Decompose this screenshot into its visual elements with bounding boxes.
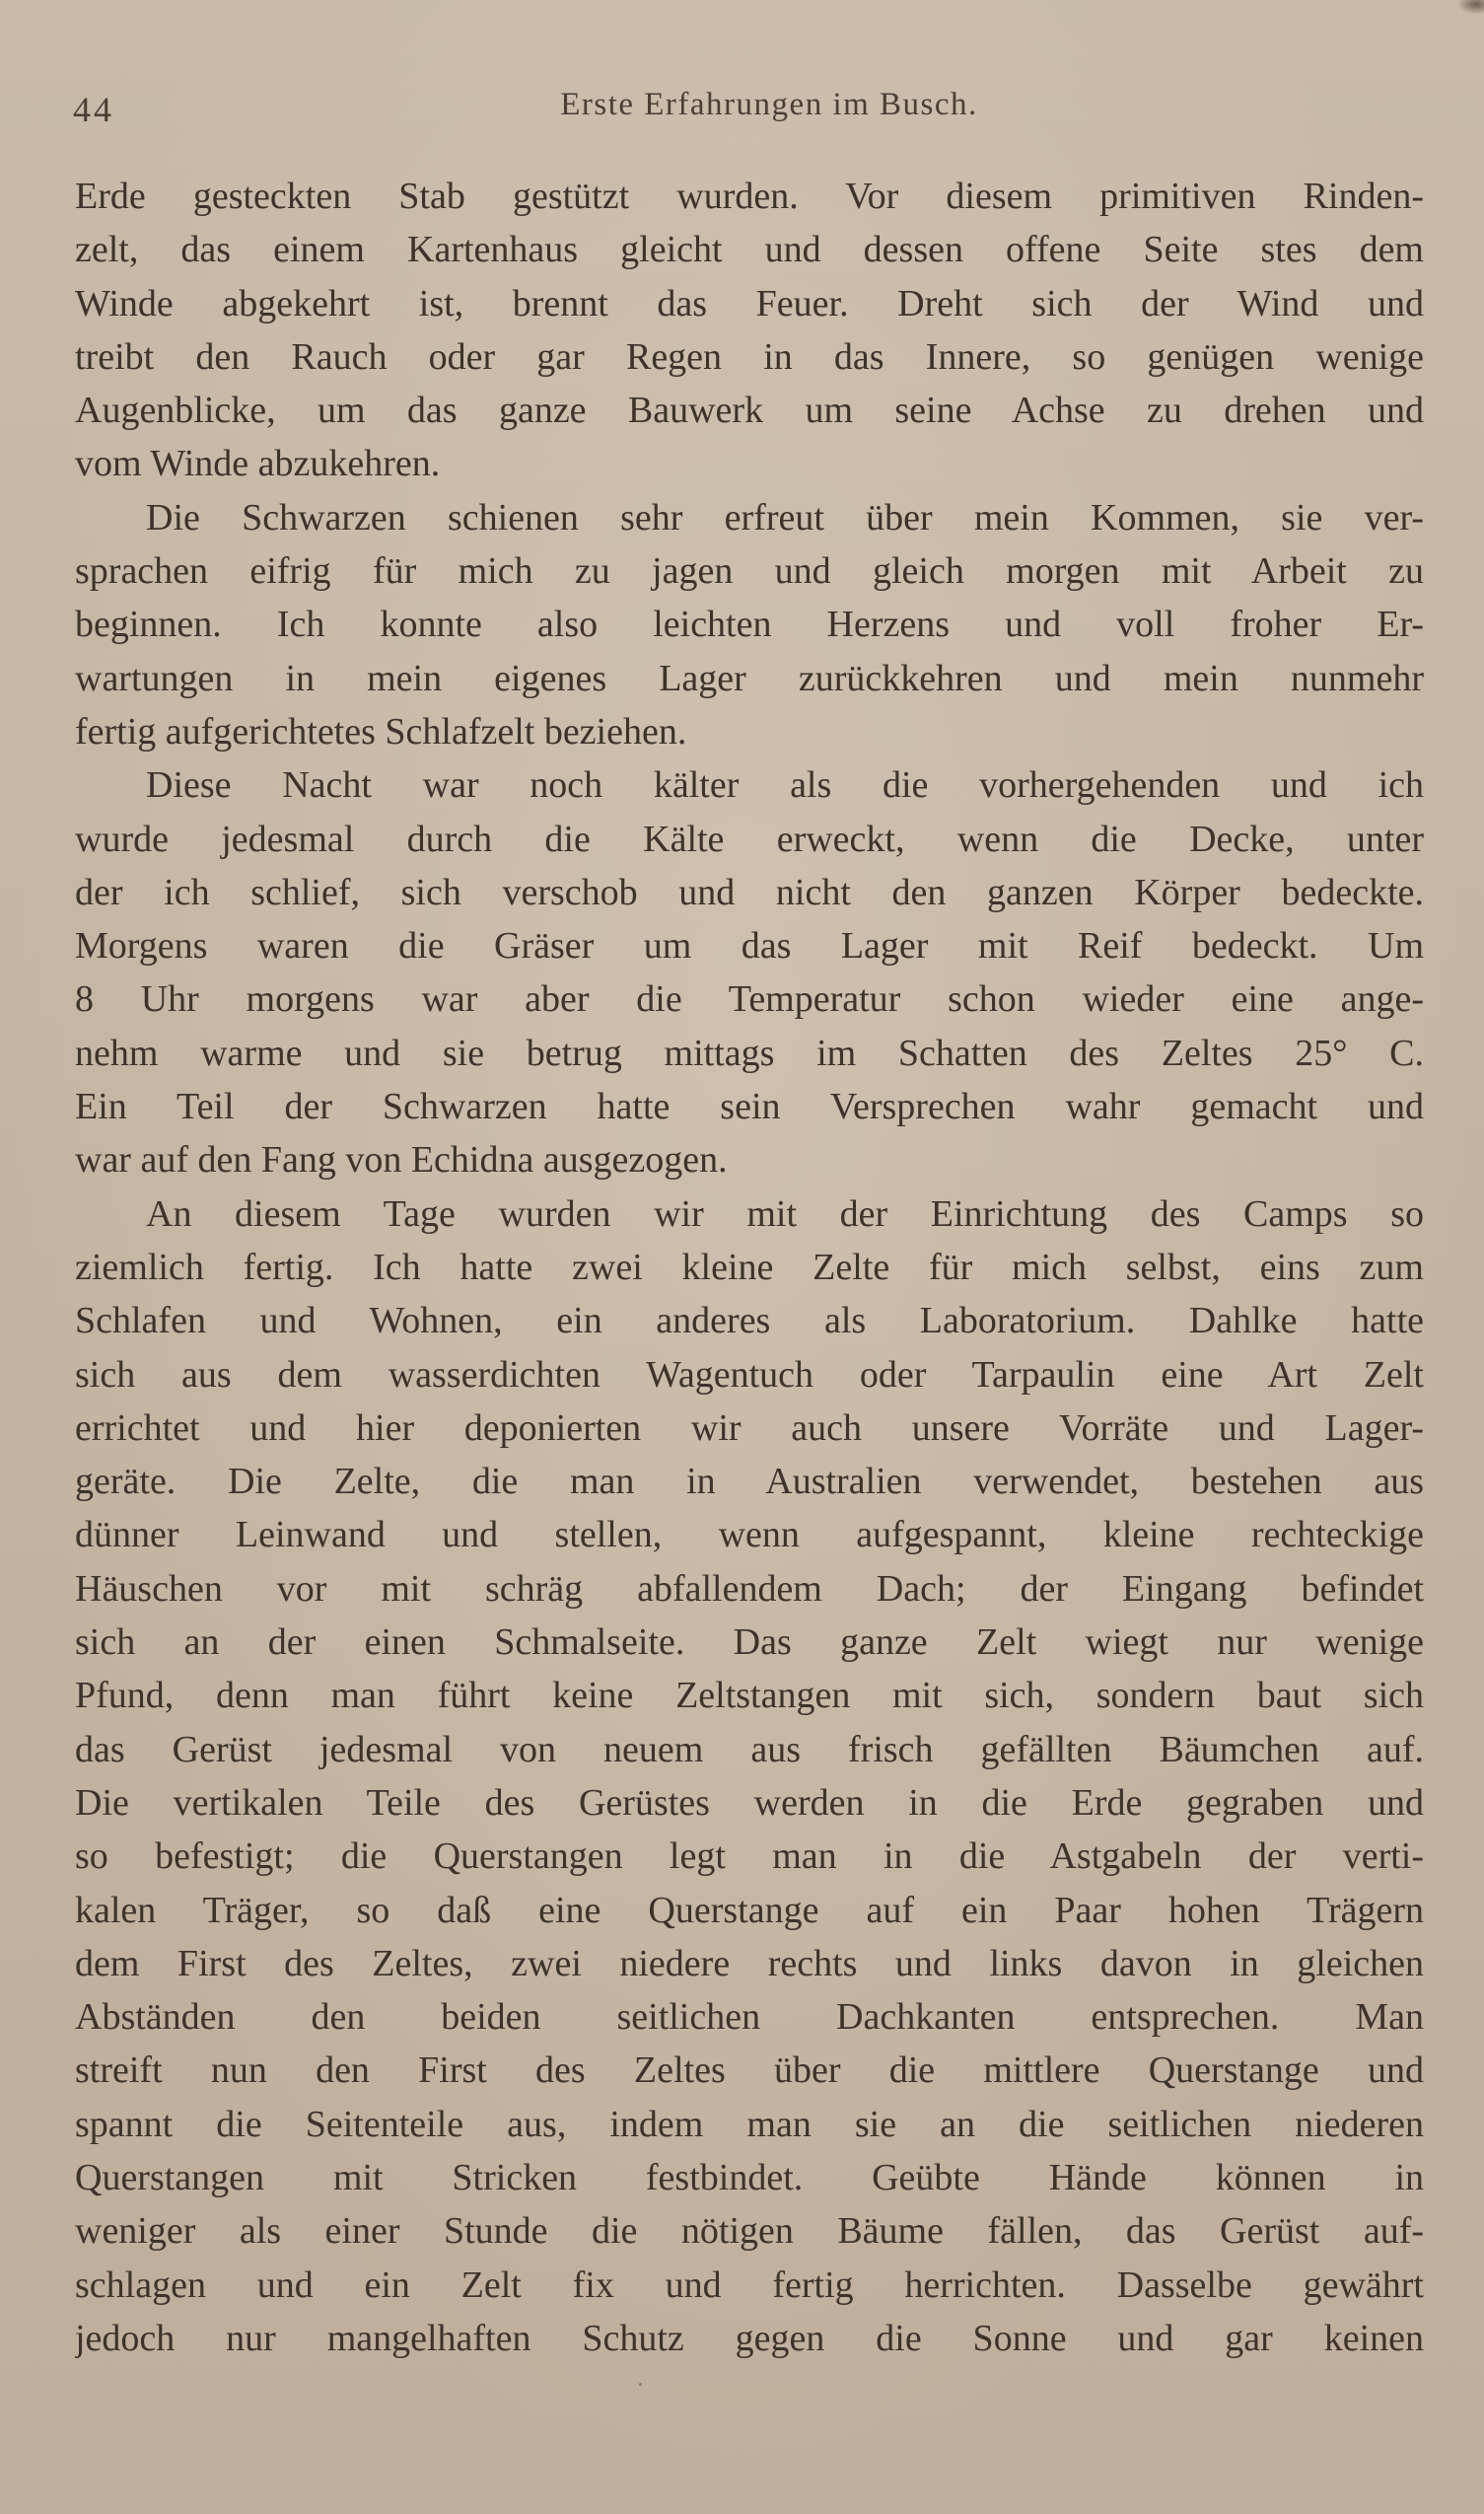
text-line: sich aus dem wasserdichten Wagentuch oder Tarpaulin eine Art Zelt [75,1353,1424,1396]
text-line: spannt die Seitenteile aus, indem man sie an die seitlichen niederen [75,2103,1424,2145]
body-text [75,170,1424,2365]
text-line: Augenblicke, um das ganze Bauwerk um seine Achse zu drehen und [75,390,1424,432]
text-line: errichtet und hier deponierten wir auch unsere Vorräte und Lager- [75,1406,1424,1449]
text-line: ziemlich fertig. Ich hatte zwei kleine Zelte für mich selbst, eins zum [75,1246,1424,1288]
text-line: Ein Teil der Schwarzen hatte sein Versprechen wahr gemacht und [75,1086,1424,1128]
text-line: schlagen und ein Zelt fix und fertig herrichten. Dasselbe gewährt [75,2263,1424,2306]
text-line: Pfund, denn man führt keine Zeltstangen mit sich, sondern baut sich [75,1675,1424,1717]
text-line: wurde jedesmal durch die Kälte erweckt, wenn die Decke, unter [75,818,1424,860]
text-line: vom Winde abzukehren. [75,443,441,485]
text-line: sich an der einen Schmalseite. Das ganze Zelt wiegt nur wenige [75,1621,1424,1664]
text-line: Die vertikalen Teile des Gerüstes werden in die Erde gegraben und [75,1781,1424,1824]
text-line: war auf den Fang von Echidna ausgezogen. [75,1139,728,1182]
text-line: kalen Träger, so daß eine Querstange auf ein Paar hohen Trägern [75,1889,1424,1931]
paragraph-start-line: Diese Nacht war noch kälter als die vorhergehenden und ich [146,764,1424,807]
text-line: streift nun den First des Zeltes über die mittlere Querstange und [75,2049,1424,2092]
paper-speck [639,2383,642,2386]
paragraph-start-line: An diesem Tage wurden wir mit der Einrichtung des Camps so [146,1192,1424,1235]
page-number: 44 [73,90,114,129]
text-line: fertig aufgerichtetes Schlafzelt beziehen. [75,710,687,753]
text-line: nehm warme und sie betrug mittags im Schatten des Zeltes 25° C. [75,1032,1424,1074]
text-line: dünner Leinwand und stellen, wenn aufgespannt, kleine rechteckige [75,1514,1424,1556]
text-line: Winde abgekehrt ist, brennt das Feuer. Dreht sich der Wind und [75,282,1424,324]
text-line: wartungen in mein eigenes Lager zurückkehren und mein nunmehr [75,657,1424,699]
text-line: sprachen eifrig für mich zu jagen und gleich morgen mit Arbeit zu [75,550,1424,593]
text-line: geräte. Die Zelte, die man in Australien verwendet, bestehen aus [75,1461,1424,1503]
text-line: Querstangen mit Stricken festbindet. Geübte Hände können in [75,2156,1424,2198]
text-line: 8 Uhr morgens war aber die Temperatur schon wieder eine ange- [75,978,1424,1021]
text-line: beginnen. Ich konnte also leichten Herzens und voll froher Er- [75,604,1424,646]
running-title: Erste Erfahrungen im Busch. [560,87,978,122]
text-line: das Gerüst jedesmal von neuem aus frisch gefällten Bäumchen auf. [75,1728,1424,1770]
text-line: treibt den Rauch oder gar Regen in das Innere, so genügen wenige [75,335,1424,378]
text-line: Häuschen vor mit schräg abfallendem Dach; der Eingang befindet [75,1567,1424,1610]
page-corner-mark [1458,0,1484,14]
text-line: dem First des Zeltes, zwei niedere rechts und links davon in gleichen [75,1942,1424,1984]
text-line: Schlafen und Wohnen, ein anderes als Laboratorium. Dahlke hatte [75,1300,1424,1342]
text-line: weniger als einer Stunde die nötigen Bäume fällen, das Gerüst auf- [75,2210,1424,2253]
text-line: Erde gesteckten Stab gestützt wurden. Vor diesem primitiven Rinden- [75,176,1424,217]
text-line: so befestigt; die Querstangen legt man in die Astgabeln der verti- [75,1835,1424,1878]
text-line: der ich schlief, sich verschob und nicht den ganzen Körper bedeckte. [75,871,1424,913]
text-line: Morgens waren die Gräser um das Lager mit Reif bedeckt. Um [75,925,1424,968]
text-line: jedoch nur mangelhaften Schutz gegen die Sonne und gar keinen [75,2317,1424,2359]
paragraph-start-line: Die Schwarzen schienen sehr erfreut über mein Kommen, sie ver- [146,496,1424,539]
running-head [73,81,1426,130]
text-line: Abständen den beiden seitlichen Dachkanten entsprechen. Man [75,1996,1424,2039]
text-line: zelt, das einem Kartenhaus gleicht und dessen offene Seite stes dem [75,229,1424,271]
